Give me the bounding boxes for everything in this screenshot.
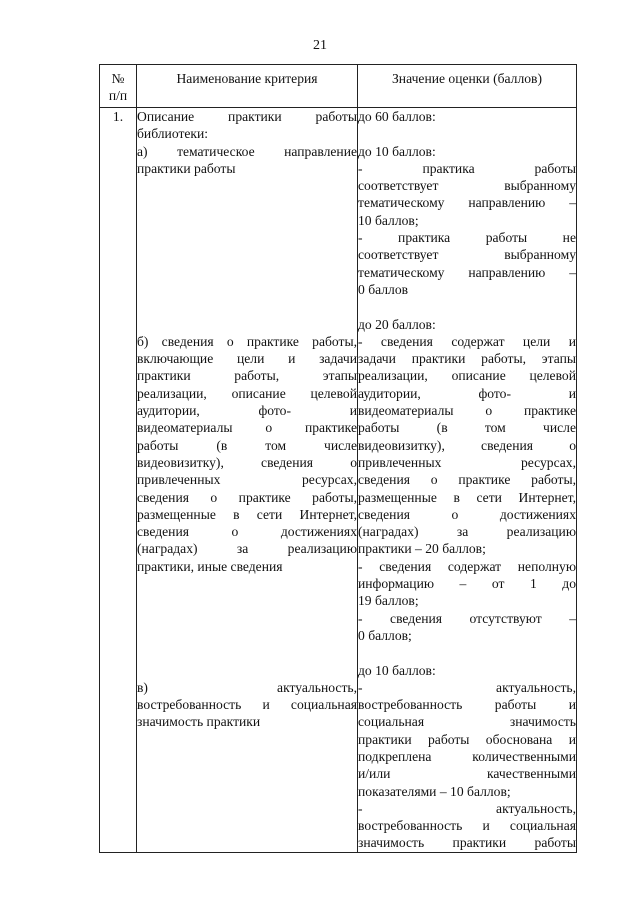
header-number bbox=[100, 65, 137, 108]
criterion-line: аудитории, фото- и bbox=[137, 403, 357, 419]
score-line: до 10 баллов: bbox=[358, 143, 436, 159]
row-number: 1. bbox=[100, 108, 137, 853]
header-number-line-2: п/п bbox=[108, 88, 128, 104]
score-line: - сведения отсутствуют – bbox=[358, 610, 576, 626]
score-line: тематическому направлению – bbox=[358, 195, 576, 211]
score-line: социальная значимость bbox=[358, 714, 576, 730]
score-line: - практика работы bbox=[358, 160, 576, 176]
criterion-spacer bbox=[137, 177, 357, 333]
header-score-value-text: Значение оценки (баллов) bbox=[392, 71, 542, 86]
score-line: до 20 баллов: bbox=[358, 316, 436, 332]
score-description bbox=[358, 108, 577, 853]
criterion-line: практики работы, этапы bbox=[137, 368, 357, 384]
header-number-line-1: № bbox=[111, 71, 125, 86]
score-line: практики – 20 баллов; bbox=[358, 541, 486, 557]
score-line: размещенные в сети Интернет, bbox=[358, 489, 576, 505]
score-line: сведения о практике работы, bbox=[358, 472, 576, 488]
criterion-line: видеоматериалы о практике bbox=[137, 420, 357, 436]
score-line: задачи практики работы, этапы bbox=[358, 351, 576, 367]
criterion-line: практики, иные сведения bbox=[137, 558, 283, 574]
score-line: подкреплена количественными bbox=[358, 748, 576, 764]
score-spacer bbox=[358, 644, 576, 661]
criterion-line: а) тематическое направление bbox=[137, 143, 357, 159]
score-line: 19 баллов; bbox=[358, 593, 419, 609]
score-spacer bbox=[358, 125, 576, 142]
criterion-line: значимость практики bbox=[137, 714, 261, 730]
criterion-line: востребованность и социальная bbox=[137, 697, 357, 713]
criterion-line: библиотеки: bbox=[137, 126, 209, 142]
score-line: соответствует выбранному bbox=[358, 247, 576, 263]
score-line: показателями – 10 баллов; bbox=[358, 783, 511, 799]
criterion-spacer bbox=[137, 575, 357, 679]
criterion-line: реализации, описание целевой bbox=[137, 385, 357, 401]
table-header-row bbox=[100, 65, 577, 108]
criterion-line: видеовизитку), сведения о bbox=[137, 454, 357, 470]
score-line: привлеченных ресурсах, bbox=[358, 454, 576, 470]
score-line: - актуальность, bbox=[358, 679, 576, 695]
criterion-line: Описание практики работы bbox=[137, 109, 357, 124]
score-line: востребованность работы и bbox=[358, 697, 576, 713]
table-row bbox=[100, 108, 577, 853]
score-line: аудитории, фото- и bbox=[358, 385, 576, 401]
score-line: информацию – от 1 до bbox=[358, 576, 576, 592]
criterion-line: в) актуальность, bbox=[137, 679, 357, 695]
score-line: (наградах) за реализацию bbox=[358, 524, 576, 540]
criterion-line: (наградах) за реализацию bbox=[137, 541, 357, 557]
score-line: практики работы обоснована и bbox=[358, 731, 576, 747]
score-line: - практика работы не bbox=[358, 230, 576, 246]
page-number: 21 bbox=[313, 38, 327, 53]
score-line: 10 баллов; bbox=[358, 212, 419, 228]
score-line: сведения о достижениях bbox=[358, 506, 576, 522]
header-criterion-name-text: Наименование критерия bbox=[176, 71, 318, 86]
header-score-value bbox=[358, 65, 577, 108]
criterion-line: размещенные в сети Интернет, bbox=[137, 506, 357, 522]
criterion-description bbox=[137, 108, 358, 853]
score-line: до 60 баллов: bbox=[358, 109, 436, 124]
score-line: и/или качественными bbox=[358, 766, 576, 782]
score-spacer bbox=[358, 298, 576, 315]
score-line: реализации, описание целевой bbox=[358, 368, 576, 384]
score-line: - сведения содержат цели и bbox=[358, 333, 576, 349]
criterion-line: привлеченных ресурсах, bbox=[137, 472, 357, 488]
criteria-table bbox=[99, 64, 577, 853]
score-line: видеоматериалы о практике bbox=[358, 403, 576, 419]
score-line: видеовизитку), сведения о bbox=[358, 437, 576, 453]
score-line: 0 баллов; bbox=[358, 627, 412, 643]
criterion-line: б) сведения о практике работы, bbox=[137, 333, 357, 349]
header-criterion-name bbox=[137, 65, 358, 108]
criterion-line: сведения о достижениях bbox=[137, 524, 357, 540]
score-line: соответствует выбранному bbox=[358, 178, 576, 194]
criterion-line: работы (в том числе bbox=[137, 437, 357, 453]
score-line: тематическому направлению – bbox=[358, 264, 576, 280]
criterion-line: практики работы bbox=[137, 160, 236, 176]
score-line: работы (в том числе bbox=[358, 420, 576, 436]
score-line: значимость практики работы bbox=[358, 835, 576, 851]
score-line: востребованность и социальная bbox=[358, 818, 576, 834]
criterion-line: сведения о практике работы, bbox=[137, 489, 357, 505]
score-line: 0 баллов bbox=[358, 281, 409, 297]
score-line: до 10 баллов: bbox=[358, 662, 436, 678]
score-line: - сведения содержат неполную bbox=[358, 558, 576, 574]
score-line: - актуальность, bbox=[358, 800, 576, 816]
criterion-line: включающие цели и задачи bbox=[137, 351, 357, 367]
